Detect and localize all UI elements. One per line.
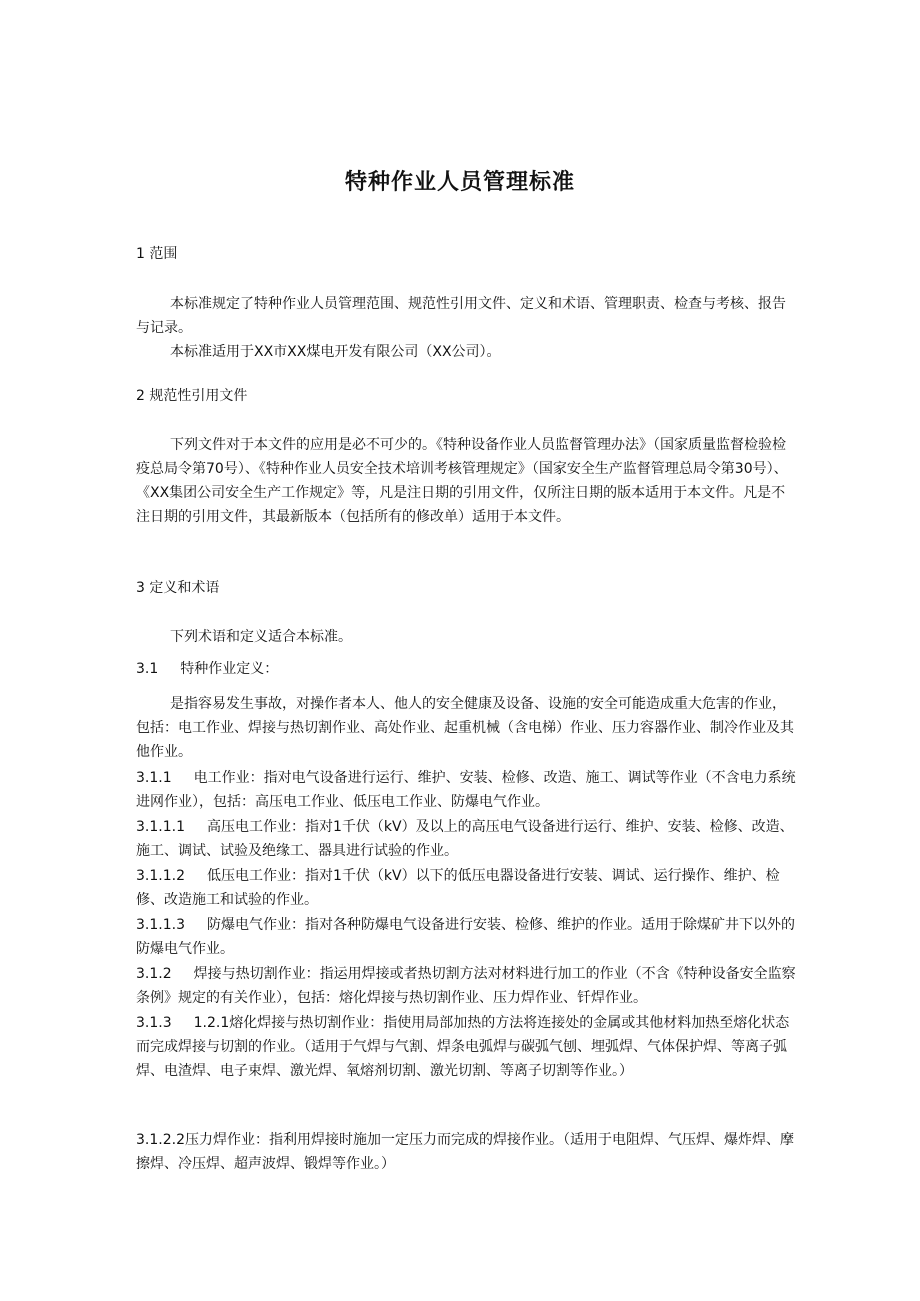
document-title: 特种作业人员管理标准 xyxy=(344,170,575,195)
definition-item xyxy=(136,1011,796,1083)
item-number: 3.1.1.3 xyxy=(136,917,185,933)
item-text: 压力焊作业：指利用焊接时施加一定压力而完成的焊接作业。（适用于电阻焊、气压焊、爆炸焊、摩擦焊、冷压焊、超声波焊、锻焊等作业。） xyxy=(136,1132,794,1172)
definition-paragraph: 是指容易发生事故，对操作者本人、他人的安全健康及设备、设施的安全可能造成重大危害的作业，包括：电工作业、焊接与热切割作业、高处作业、起重机械（含电梯）作业、压力容器作业、制冷作业及其他作业。 xyxy=(136,696,794,760)
references-paragraph: 下列文件对于本文件的应用是必不可少的。《特种设备作业人员监督管理办法》（国家质量监督检验检疫总局令第70号）、《特种作业人员安全技术培训考核管理规定》（国家安全生产监督管理总局令第30号）、《XX集团公司安全生产工作规定》等，凡是注日期的引用文件，仅所注日期的版本适用于本文件。凡是不注日期的引用文件，其最新版本（包括所有的修改单）适用于本文件。 xyxy=(136,437,788,525)
definition-item xyxy=(136,962,796,1010)
item-text: 焊接与热切割作业：指运用焊接或者热切割方法对材料进行加工的作业（不含《特种设备安全监察条例》规定的有关作业），包括：熔化焊接与热切割作业、压力焊作业、钎焊作业。 xyxy=(136,966,796,1006)
item-number: 3.1.2 xyxy=(136,966,172,982)
definition-item xyxy=(136,1128,796,1176)
section-heading-scope: 1 范围 xyxy=(136,246,178,262)
definition-item xyxy=(136,815,796,863)
item-number: 3.1.1 xyxy=(136,770,172,786)
item-text: 低压电工作业：指对1千伏（kV）以下的低压电器设备进行安装、调试、运行操作、维护、检修、改造施工和试验的作业。 xyxy=(136,868,780,908)
scope-paragraph-1: 本标准规定了特种作业人员管理范围、规范性引用文件、定义和术语、管理职责、检查与考核、报告与记录。 xyxy=(136,296,786,336)
item-text: 1.2.1熔化焊接与热切割作业：指使用局部加热的方法将连接处的金属或其他材料加热至熔化状态而完成焊接与切割的作业。（适用于气焊与气割、焊条电弧焊与碳弧气刨、埋弧焊、气体保护焊、等离子弧焊、电渣焊、电子束焊、激光焊、氧熔剂切割、激光切割、等离子切割等作业。） xyxy=(136,1015,790,1079)
definition-item xyxy=(136,913,796,961)
definitions-intro: 下列术语和定义适合本标准。 xyxy=(170,629,352,645)
item-number: 3.1.1.1 xyxy=(136,819,185,835)
section-heading-references: 2 规范性引用文件 xyxy=(136,388,248,404)
definition-item xyxy=(136,766,796,814)
item-text: 高压电工作业：指对1千伏（kV）及以上的高压电气设备进行运行、维护、安装、检修、改造、施工、调试、试验及绝缘工、器具进行试验的作业。 xyxy=(136,819,794,859)
definition-item xyxy=(136,864,796,912)
definition-item xyxy=(136,657,796,681)
item-text: 特种作业定义： xyxy=(180,661,279,677)
scope-paragraph-2: 本标准适用于XX市XX煤电开发有限公司（XX公司）。 xyxy=(170,344,501,360)
item-text: 防爆电气作业：指对各种防爆电气设备进行安装、检修、维护的作业。适用于除煤矿井下以外的防爆电气作业。 xyxy=(136,917,795,957)
section-heading-definitions: 3 定义和术语 xyxy=(136,580,220,596)
item-number: 3.1 xyxy=(136,661,159,677)
item-number: 3.1.2.2 xyxy=(136,1132,185,1148)
item-number: 3.1.1.2 xyxy=(136,868,185,884)
item-number: 3.1.3 xyxy=(136,1015,172,1031)
item-text: 电工作业：指对电气设备进行运行、维护、安装、检修、改造、施工、调试等作业（不含电力系统进网作业），包括：高压电工作业、低压电工作业、防爆电气作业。 xyxy=(136,770,796,810)
